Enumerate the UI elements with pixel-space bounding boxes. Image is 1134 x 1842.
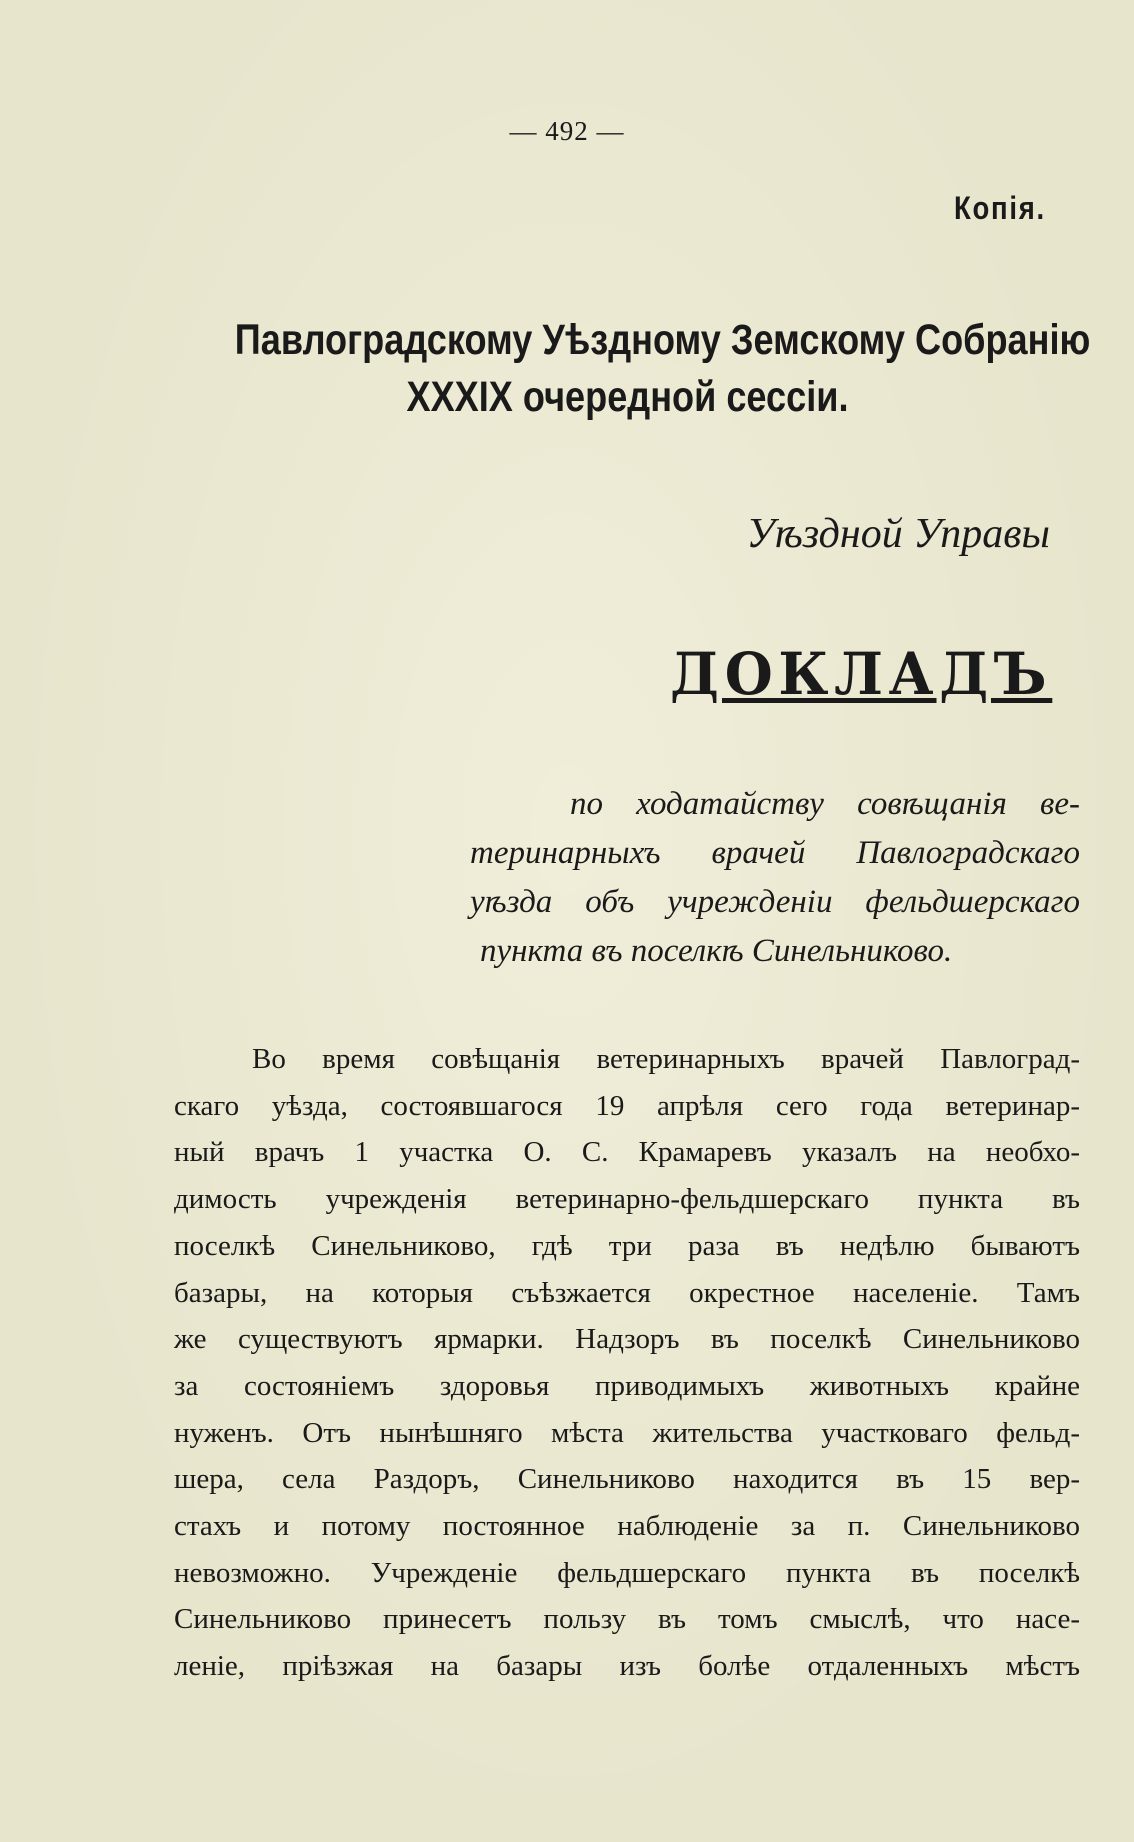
body-paragraph [174,1036,1080,1690]
body-line: Синельниково принесетъ пользу въ томъ смыслѣ, что насе- [174,1603,1080,1636]
body-line: нуженъ. Отъ нынѣшняго мѣста жительства участковаго фельд- [174,1416,1080,1449]
document-type-heading: ДОКЛАДЪ [670,640,1053,708]
subject-line-2: теринарныхъ врачей Павлоградскаго [470,835,1080,871]
title-line-1: Павлоградскому Уѣздному Земскому Собранію [234,316,1091,364]
document-title [160,312,1095,426]
body-line: за состояніемъ здоровья приводимыхъ животныхъ крайне [174,1369,1080,1402]
subject-line-4: пункта въ поселкѣ Синельниково. [480,933,953,969]
copy-label: Копія. [954,190,1046,226]
body-line: ный врачъ 1 участка О. С. Крамаревъ указалъ на необхо- [174,1136,1080,1169]
body-line: Во время совѣщанія ветеринарныхъ врачей Павлоград- [252,1043,1080,1075]
subject-line-1: по ходатайству совѣщанія ве- [570,786,1080,822]
body-line: шера, села Раздоръ, Синельниково находится въ 15 вер- [174,1463,1080,1496]
title-line-2: XXXIX очередной сессіи. [406,373,849,421]
report-subject [470,780,1080,976]
body-line: поселкѣ Синельниково, гдѣ три раза въ недѣлю бываютъ [174,1229,1080,1262]
body-line: же существуютъ ярмарки. Надзоръ въ поселкѣ Синельниково [174,1323,1080,1356]
body-line: базары, на которыя съѣзжается окрестное населеніе. Тамъ [174,1276,1080,1309]
body-line: димость учрежденія ветеринарно-фельдшерскаго пункта въ [174,1183,1080,1216]
body-line: невозможно. Учрежденіе фельдшерскаго пункта въ поселкѣ [174,1556,1080,1589]
body-line: скаго уѣзда, состоявшагося 19 апрѣля сего года ветеринар- [174,1089,1080,1122]
body-line: леніе, пріѣзжая на базары изъ болѣе отдаленныхъ мѣстъ [174,1650,1080,1683]
page-number: — 492 — [509,116,625,146]
issuer-heading: Уѣздной Управы [746,511,1050,557]
subject-line-3: уѣзда объ учрежденіи фельдшерскаго [470,884,1080,920]
body-line: стахъ и потому постоянное наблюденіе за п. Синельниково [174,1510,1080,1543]
